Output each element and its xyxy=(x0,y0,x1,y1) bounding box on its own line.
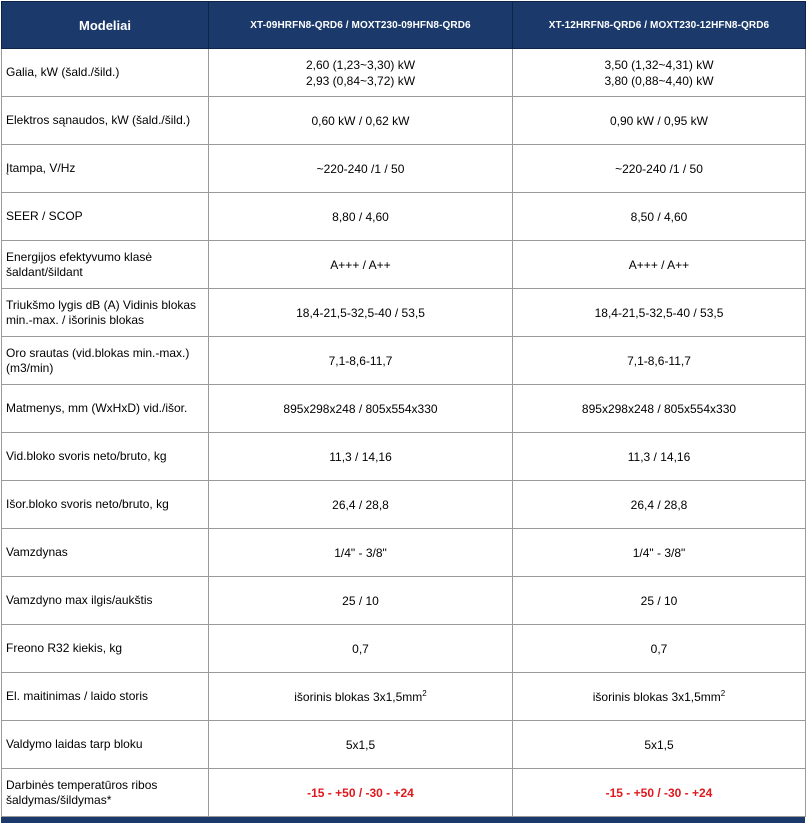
cell-line: 3,50 (1,32~4,31) kW xyxy=(604,57,714,72)
cell-outdoor-weight-12: 26,4 / 28,8 xyxy=(513,481,806,529)
label-line: šaldant/šildant xyxy=(6,264,83,279)
header-variant-12: XT-12HRFN8-QRD6 / MOXT230-12HFN8-QRD6 xyxy=(513,2,806,49)
table-row xyxy=(2,97,806,145)
row-label-piping-length: Vamzdyno max ilgis/aukštis xyxy=(2,577,209,625)
cell-power-consumption-09: 0,60 kW / 0,62 kW xyxy=(209,97,513,145)
cell-energy-class-12: A+++ / A++ xyxy=(513,241,806,289)
row-label-control-cable: Valdymo laidas tarp bloku xyxy=(2,721,209,769)
row-label-power-supply: El. maitinimas / laido storis xyxy=(2,673,209,721)
table-row xyxy=(2,49,806,97)
cell-indoor-weight-12: 11,3 / 14,16 xyxy=(513,433,806,481)
label-line: Oro srautas (vid.blokas min.-max.) xyxy=(6,345,190,360)
row-label-capacity: Galia, kW (šald./šild.) xyxy=(2,49,209,97)
cell-voltage-12: ~220-240 /1 / 50 xyxy=(513,145,806,193)
label-line: min.-max. / išorinis blokas xyxy=(6,312,145,327)
cell-line: 3,80 (0,88~4,40) kW xyxy=(604,73,714,88)
row-label-voltage: Įtampa, V/Hz xyxy=(2,145,209,193)
superscript-squared: 2 xyxy=(422,688,427,698)
label-line: Triukšmo lygis dB (A) Vidinis blokas xyxy=(6,297,197,312)
cell-power-supply-12 xyxy=(513,673,806,721)
row-label-noise-level xyxy=(2,289,209,337)
spec-table-container xyxy=(1,1,805,817)
cell-line: 2,60 (1,23~3,30) kW xyxy=(305,57,416,72)
row-label-airflow xyxy=(2,337,209,385)
cell-refrigerant-12: 0,7 xyxy=(513,625,806,673)
cell-noise-level-09: 18,4-21,5-32,5-40 / 53,5 xyxy=(209,289,513,337)
cell-capacity-12 xyxy=(513,49,806,97)
table-row xyxy=(2,721,806,769)
power-supply-text: išorinis blokas 3x1,5mm xyxy=(294,689,423,704)
row-label-energy-class xyxy=(2,241,209,289)
row-label-indoor-weight: Vid.bloko svoris neto/bruto, kg xyxy=(2,433,209,481)
table-row xyxy=(2,385,806,433)
cell-indoor-weight-09: 11,3 / 14,16 xyxy=(209,433,513,481)
table-row xyxy=(2,481,806,529)
label-line: šaldymas/šildymas* xyxy=(6,792,112,807)
table-row xyxy=(2,337,806,385)
table-header-row xyxy=(2,2,806,49)
header-models: Modeliai xyxy=(2,2,209,49)
cell-outdoor-weight-09: 26,4 / 28,8 xyxy=(209,481,513,529)
cell-control-cable-09: 5x1,5 xyxy=(209,721,513,769)
cell-piping-length-12: 25 / 10 xyxy=(513,577,806,625)
cell-airflow-12: 7,1-8,6-11,7 xyxy=(513,337,806,385)
row-label-seer-scop: SEER / SCOP xyxy=(2,193,209,241)
table-row xyxy=(2,289,806,337)
table-row xyxy=(2,241,806,289)
cell-operating-temp-12: -15 - +50 / -30 - +24 xyxy=(513,769,806,817)
row-label-outdoor-weight: Išor.bloko svoris neto/bruto, kg xyxy=(2,481,209,529)
label-line: Energijos efektyvumo klasė xyxy=(6,249,153,264)
cell-energy-class-09: A+++ / A++ xyxy=(209,241,513,289)
cell-operating-temp-09: -15 - +50 / -30 - +24 xyxy=(209,769,513,817)
cell-seer-scop-09: 8,80 / 4,60 xyxy=(209,193,513,241)
label-line: (m3/min) xyxy=(6,360,54,375)
cell-power-consumption-12: 0,90 kW / 0,95 kW xyxy=(513,97,806,145)
label-line: Darbinės temperatūros ribos xyxy=(6,777,158,792)
cell-piping-length-09: 25 / 10 xyxy=(209,577,513,625)
cell-control-cable-12: 5x1,5 xyxy=(513,721,806,769)
row-label-power-consumption: Elektros sąnaudos, kW (šald./šild.) xyxy=(2,97,209,145)
bottom-border-bar xyxy=(1,817,805,823)
row-label-dimensions: Matmenys, mm (WxHxD) vid./išor. xyxy=(2,385,209,433)
header-variant-09: XT-09HRFN8-QRD6 / MOXT230-09HFN8-QRD6 xyxy=(209,2,513,49)
table-row xyxy=(2,625,806,673)
table-row xyxy=(2,673,806,721)
cell-piping-09: 1/4" - 3/8" xyxy=(209,529,513,577)
cell-refrigerant-09: 0,7 xyxy=(209,625,513,673)
table-row xyxy=(2,529,806,577)
table-row xyxy=(2,769,806,817)
table-row xyxy=(2,577,806,625)
cell-dimensions-12: 895x298x248 / 805x554x330 xyxy=(513,385,806,433)
cell-line: 2,93 (0,84~3,72) kW xyxy=(305,73,416,88)
cell-dimensions-09: 895x298x248 / 805x554x330 xyxy=(209,385,513,433)
cell-voltage-09: ~220-240 /1 / 50 xyxy=(209,145,513,193)
cell-power-supply-09 xyxy=(209,673,513,721)
table-row xyxy=(2,193,806,241)
superscript-squared: 2 xyxy=(720,688,726,698)
row-label-operating-temp xyxy=(2,769,209,817)
table-row xyxy=(2,145,806,193)
cell-airflow-09: 7,1-8,6-11,7 xyxy=(209,337,513,385)
row-label-refrigerant: Freono R32 kiekis, kg xyxy=(2,625,209,673)
cell-piping-12: 1/4" - 3/8" xyxy=(513,529,806,577)
spec-table xyxy=(1,1,806,817)
cell-capacity-09 xyxy=(209,49,513,97)
cell-noise-level-12: 18,4-21,5-32,5-40 / 53,5 xyxy=(513,289,806,337)
row-label-piping: Vamzdynas xyxy=(2,529,209,577)
cell-seer-scop-12: 8,50 / 4,60 xyxy=(513,193,806,241)
power-supply-text: išorinis blokas 3x1,5mm xyxy=(592,689,721,704)
table-row xyxy=(2,433,806,481)
